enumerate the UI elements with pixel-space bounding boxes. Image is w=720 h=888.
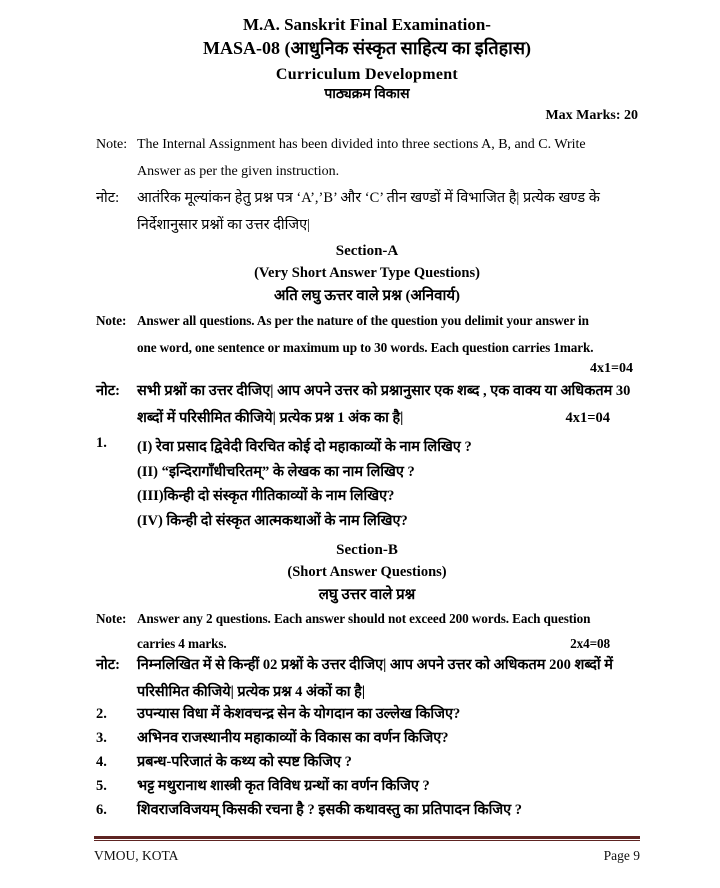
question-number: 6. <box>96 802 107 818</box>
question-2 <box>96 702 638 726</box>
section-a-marks: 4x1=04 <box>590 361 633 376</box>
question-4 <box>96 750 638 774</box>
note-line: निम्नलिखित में से किन्हीं 02 प्रश्नों के उत्तर दीजिए| आप अपने उत्तर को अधिकतम 200 शब्दों में <box>137 657 613 673</box>
note-line: निर्देशानुसार प्रश्नों का उत्तर दीजिए| <box>137 217 311 233</box>
exam-title: M.A. Sanskrit Final Examination- <box>243 15 491 34</box>
section-b-subheading-en: (Short Answer Questions) <box>287 564 447 580</box>
question-number: 2. <box>96 706 107 722</box>
question-1-part-1: (I) रेवा प्रसाद द्विवेदी विरचित कोई दो महाकाव्यों के नाम लिखिए ? <box>137 439 472 455</box>
question-text: उपन्यास विधा में केशवचन्द्र सेन के योगदान का उल्लेख किजिए? <box>137 706 461 722</box>
section-b-question-list <box>96 702 638 822</box>
section-a-marks-inline: 4x1=04 <box>565 410 610 426</box>
question-number: 3. <box>96 730 107 746</box>
question-number: 5. <box>96 778 107 794</box>
paper-subtitle-hi: पाठ्यक्रम विकास <box>324 87 410 102</box>
section-a-note-en <box>96 307 638 361</box>
general-note-hi <box>96 185 638 239</box>
note-line: Answer any 2 questions. Each answer should not exceed 200 words. Each question <box>137 611 591 626</box>
note-line: सभी प्रश्नों का उत्तर दीजिए| आप अपने उत्तर को प्रश्नानुसार एक शब्द , एक वाक्य या अधिकतम 30 <box>137 383 631 399</box>
question-number: 1. <box>96 435 107 451</box>
note-line: आतंरिक मूल्यांकन हेतु प्रश्न पत्र ‘A’,’B’ और ‘C’ तीन खण्डों में विभाजित है| प्रत्येक खण्ड के <box>137 190 600 206</box>
paper-subtitle-en: Curriculum Development <box>275 66 459 83</box>
course-code-title: MASA-08 (आधुनिक संस्कृत साहित्य का इतिहास) <box>202 38 532 58</box>
note-line-with-marks <box>137 405 638 432</box>
page-footer <box>94 836 640 864</box>
section-a-heading: Section-A <box>335 243 399 259</box>
section-b-subheading-hi: लघु उत्तर वाले प्रश्न <box>318 587 416 603</box>
note-line: Answer all questions. As per the nature of the question you delimit your answer in <box>137 313 589 328</box>
section-b-note-en <box>96 606 638 656</box>
section-b-note-hi <box>96 652 638 706</box>
question-5 <box>96 774 638 798</box>
note-line: शब्दों में परिसीमित कीजिये| प्रत्येक प्रश्न 1 अंक का है| <box>137 410 404 426</box>
general-note-en <box>96 131 638 185</box>
max-marks: Max Marks: 20 <box>545 108 638 123</box>
section-a-subheading-hi: अति लघु ऊत्तर वाले प्रश्न (अनिवार्य) <box>273 288 461 304</box>
section-a-subheading-en: (Very Short Answer Type Questions) <box>254 265 480 281</box>
footer-rule-thick <box>94 836 640 839</box>
question-text: भट्ट मथुरानाथ शास्त्री कृत विविध ग्रन्थों का वर्णन किजिए ? <box>137 778 430 794</box>
note-label: Note: <box>96 313 127 328</box>
note-line: carries 4 marks. <box>137 636 227 651</box>
question-1-part-4: (IV) किन्ही दो संस्कृत आत्मकथाओं के नाम लिखिए? <box>137 512 408 529</box>
note-label: नोट: <box>96 383 120 399</box>
note-line: Answer as per the given instruction. <box>137 164 340 179</box>
question-1 <box>96 435 638 533</box>
question-number: 4. <box>96 754 107 770</box>
footer-page-number: Page 9 <box>603 848 640 863</box>
question-text: अभिनव राजस्थानीय महाकाव्यों के विकास का वर्णन किजिए? <box>137 730 449 746</box>
question-text: शिवराजविजयम् किसकी रचना है ? इसकी कथावस्तु का प्रतिपादन किजिए ? <box>137 802 523 818</box>
question-1-part-3: (III)किन्ही दो संस्कृत गीतिकाव्यों के नाम लिखिए? <box>137 488 395 504</box>
note-line: one word, one sentence or maximum up to 30 words. Each question carries 1mark. <box>137 340 594 355</box>
note-label: नोट: <box>96 190 120 206</box>
question-1-part-2: (II) “इन्दिरागाँधीचरितम्” के लेखक का नाम लिखिए ? <box>137 463 415 480</box>
note-label: नोट: <box>96 657 120 673</box>
footer-institution: VMOU, KOTA <box>94 848 179 863</box>
section-b-heading: Section-B <box>336 542 398 558</box>
section-b-marks-inline: 2x4=08 <box>570 636 610 651</box>
note-line: The Internal Assignment has been divided into three sections A, B, and C. Write <box>137 137 586 152</box>
question-3 <box>96 726 638 750</box>
note-label: Note: <box>96 611 127 626</box>
question-6 <box>96 798 638 822</box>
note-line: परिसीमित कीजिये| प्रत्येक प्रश्न 4 अंकों का है| <box>137 684 366 700</box>
note-label: Note: <box>96 137 128 152</box>
question-text: प्रबन्ध-परिजातं के कथ्य को स्पष्ट किजिए ? <box>137 754 352 770</box>
section-a-note-hi <box>96 378 638 432</box>
